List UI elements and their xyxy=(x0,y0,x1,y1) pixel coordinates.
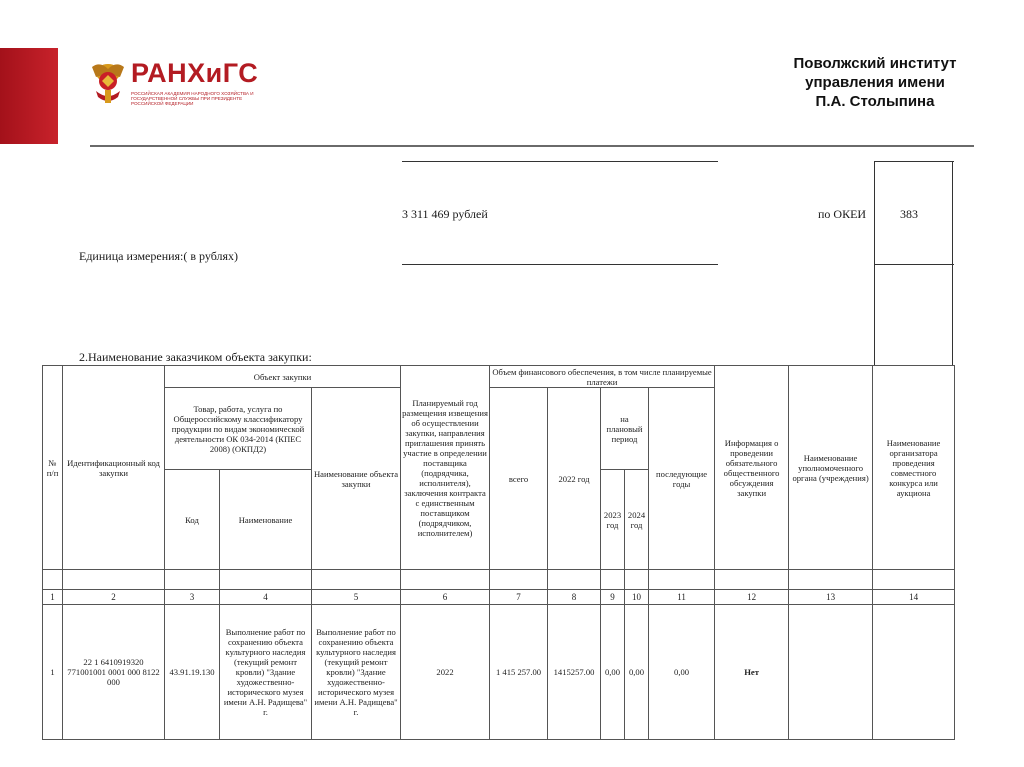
cell-authority xyxy=(789,605,873,740)
section-title: 2.Наименование заказчиком объекта закупки: xyxy=(79,350,312,364)
header-id-code: Идентификационный код закупки xyxy=(63,366,165,570)
column-number: 10 xyxy=(625,590,649,605)
column-number: 11 xyxy=(649,590,715,605)
cell-discussion: Нет xyxy=(715,605,789,740)
logo-wordmark: РАНХиГС xyxy=(131,58,259,88)
header-finance: Объем финансового обеспечения, в том числе планируемые платежи xyxy=(490,366,715,388)
column-number: 14 xyxy=(873,590,955,605)
cell-object-name: Выполнение работ по сохранению объекта культурного наследия (текущий ремонт кровли) "Здание художественно-исторического музея имени А.Н. Радищева" г. xyxy=(312,605,401,740)
units-label: Единица измерения:( в рублях) xyxy=(79,249,239,263)
header-name: Наименование xyxy=(220,470,312,570)
header-planned-year: Планируемый год размещения извещения об осуществлении закупки, направления приглашения принять участие в определении поставщика (подрядчика, исполнителя), заключения контракта с единственным поставщиком (подрядчиком, исполнителем) xyxy=(401,366,490,570)
header-discussion: Информация о проведении обязательного общественного обсуждения закупки xyxy=(715,366,789,570)
header-object: Объект закупки xyxy=(165,366,401,388)
header-year-2024: 2024 год xyxy=(625,470,649,570)
cell-year-2022: 1415257.00 xyxy=(548,605,601,740)
header-total: всего xyxy=(490,388,548,570)
header-accent-bar xyxy=(0,48,58,144)
column-number: 7 xyxy=(490,590,548,605)
procurement-table xyxy=(42,365,955,740)
header-num: № п/п xyxy=(43,366,63,570)
institute-name xyxy=(760,54,990,111)
header-okpd: Товар, работа, услуга по Общероссийскому классификатору продукции по видам экономической деятельности ОК 034-2014 (КПЕС 2008) (ОКПД2) xyxy=(165,388,312,470)
cell-code: 43.91.19.130 xyxy=(165,605,220,740)
institute-line: управления имени xyxy=(805,74,945,91)
ranepa-emblem-icon xyxy=(88,57,128,109)
header-organizer: Наименование организатора проведения совместного конкурса или аукциона xyxy=(873,366,955,570)
header-year-2023: 2023 год xyxy=(601,470,625,570)
column-number: 3 xyxy=(165,590,220,605)
header-authority: Наименование уполномоченного органа (учреждения) xyxy=(789,366,873,570)
column-number: 13 xyxy=(789,590,873,605)
institute-line: П.А. Столыпина xyxy=(815,93,935,110)
cell-total: 1 415 257.00 xyxy=(490,605,548,740)
column-number: 9 xyxy=(601,590,625,605)
header-year-2022: 2022 год xyxy=(548,388,601,570)
column-number: 5 xyxy=(312,590,401,605)
okei-box-left xyxy=(874,161,875,365)
column-number: 2 xyxy=(63,590,165,605)
okei-mid-line xyxy=(874,264,954,265)
column-number: 12 xyxy=(715,590,789,605)
column-number: 1 xyxy=(43,590,63,605)
cell-later-years: 0,00 xyxy=(649,605,715,740)
okei-label: по ОКЕИ xyxy=(818,207,867,221)
column-number: 6 xyxy=(401,590,490,605)
header-later-years: последующие годы xyxy=(649,388,715,570)
cell-year-2024: 0,00 xyxy=(625,605,649,740)
header-planned-period: на плановый период xyxy=(601,388,649,470)
total-amount: 3 311 469 рублей xyxy=(402,207,488,221)
logo-tagline: РОССИЙСКАЯ АКАДЕМИЯ НАРОДНОГО ХОЗЯЙСТВА И ГОСУДАРСТВЕННОЙ СЛУЖБЫ ПРИ ПРЕЗИДЕНТЕ РОССИЙСКОЙ ФЕДЕРАЦИИ xyxy=(131,91,254,107)
spacer-row xyxy=(43,570,955,590)
institute-line: Поволжский институт xyxy=(793,55,957,72)
cell-organizer xyxy=(873,605,955,740)
header-divider xyxy=(90,145,974,147)
cell-num: 1 xyxy=(43,605,63,740)
amount-top-line xyxy=(402,161,718,162)
header-code: Код xyxy=(165,470,220,570)
okei-box-right xyxy=(952,161,953,365)
column-number: 4 xyxy=(220,590,312,605)
cell-year-2023: 0,00 xyxy=(601,605,625,740)
header-object-name: Наименование объекта закупки xyxy=(312,388,401,570)
table-row xyxy=(43,605,955,740)
cell-id-code: 22 1 6410919320 771001001 0001 000 8122 000 xyxy=(63,605,165,740)
amount-bottom-line xyxy=(402,264,718,265)
cell-planned-year: 2022 xyxy=(401,605,490,740)
cell-name: Выполнение работ по сохранению объекта культурного наследия (текущий ремонт кровли) "Здание художественно-исторического музея имени А.Н. Радищева" г. xyxy=(220,605,312,740)
okei-top-line xyxy=(874,161,954,162)
column-numbers-row xyxy=(43,590,955,605)
okei-value: 383 xyxy=(900,207,918,221)
column-number: 8 xyxy=(548,590,601,605)
